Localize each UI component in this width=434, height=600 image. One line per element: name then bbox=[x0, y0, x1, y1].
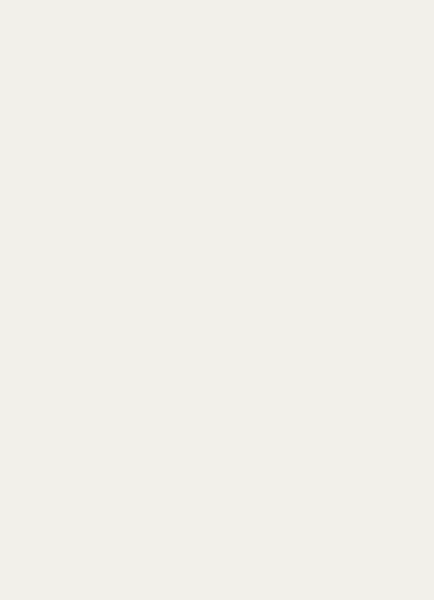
body-text bbox=[40, 72, 380, 552]
